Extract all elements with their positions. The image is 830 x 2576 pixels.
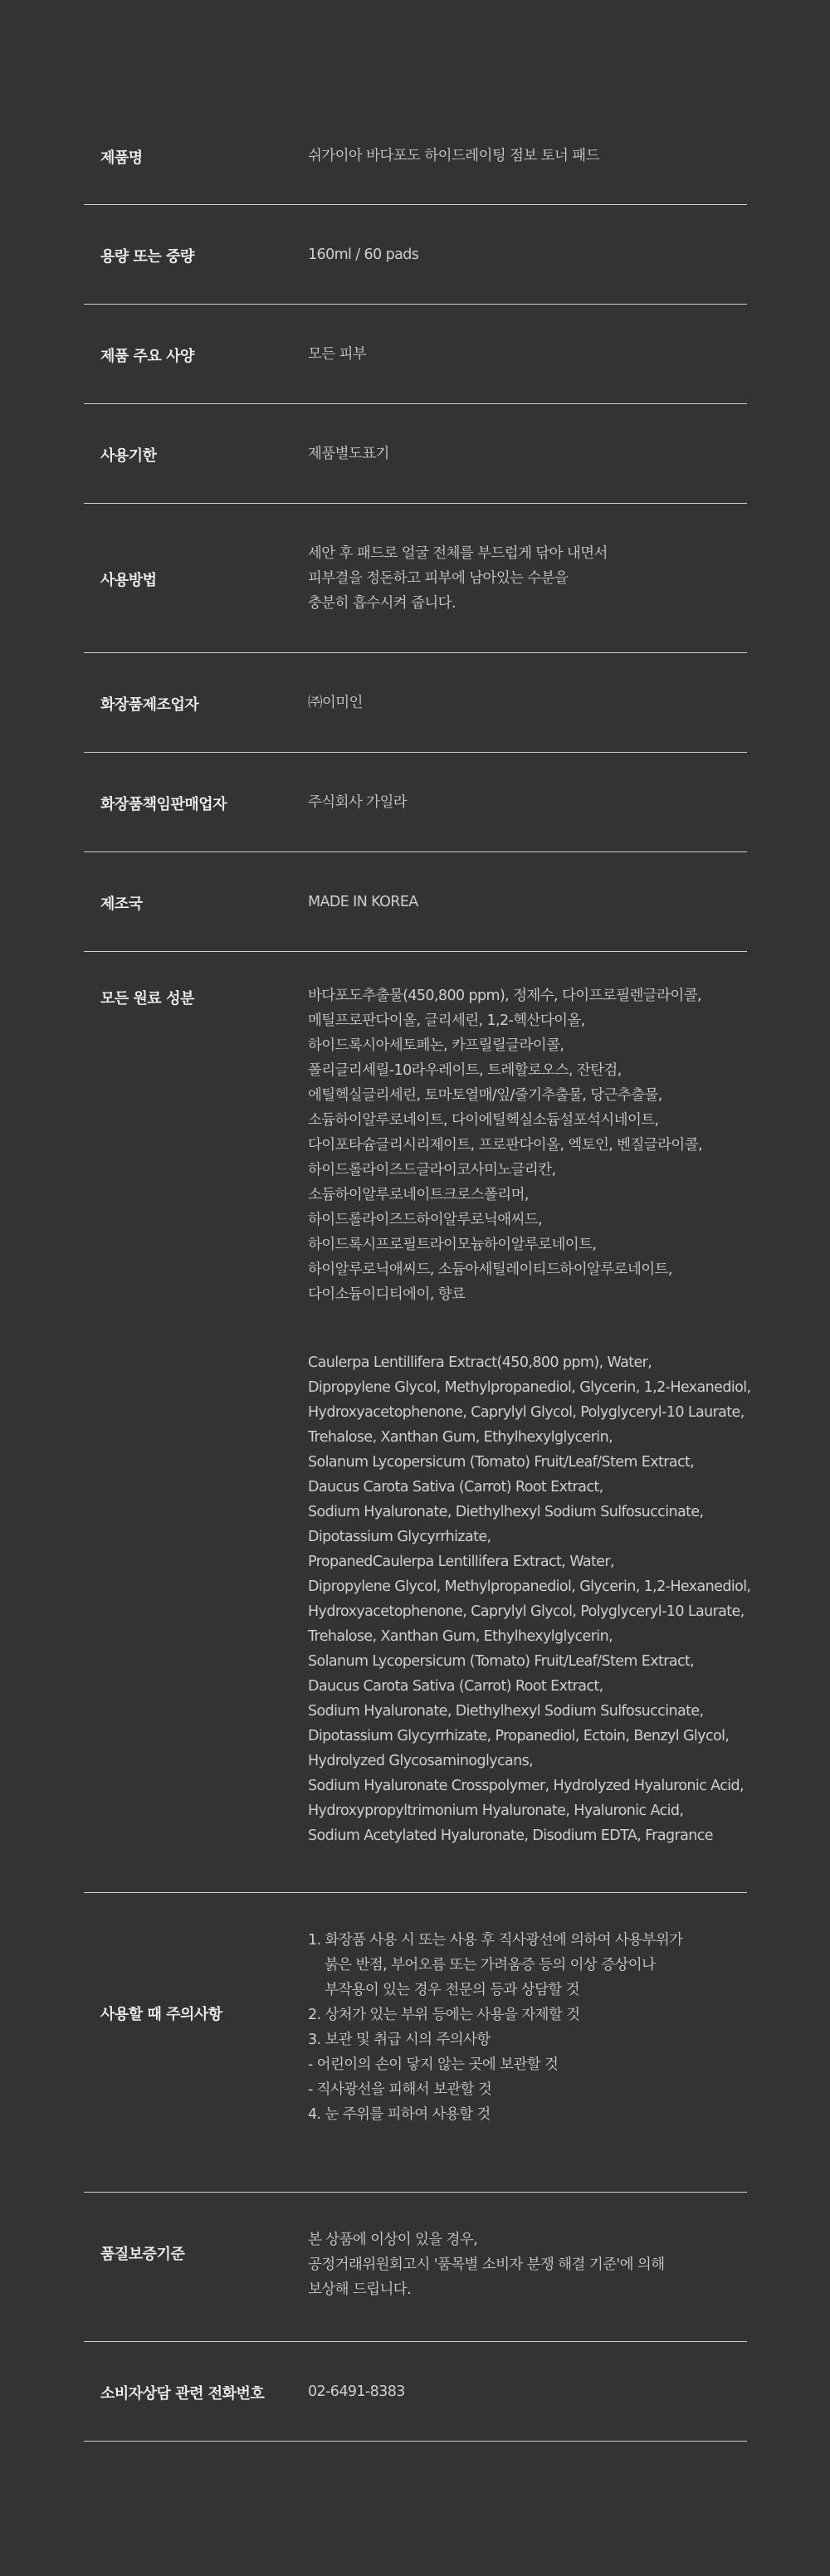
ingredient-line: Caulerpa Lentillifera Extract(450,800 ppm), Water, bbox=[308, 1354, 652, 1371]
ingredient-line: Daucus Carota Sativa (Carrot) Root Extract, bbox=[308, 1678, 603, 1695]
row-expiry bbox=[84, 404, 747, 504]
caution-line: - 어린이의 손이 닿지 않는 곳에 보관할 것 bbox=[308, 2056, 559, 2073]
ingredient-line: Sodium Hyaluronate, Diethylhexyl Sodium Sulfosuccinate, bbox=[308, 1504, 704, 1520]
row-ingredients bbox=[84, 952, 751, 1893]
row-product-name bbox=[84, 103, 747, 205]
ingredient-line: 하이드록시프로필트라이모늄하이알루로네이트, bbox=[308, 1237, 597, 1253]
ingredient-line: 바다포도추출물(450,800 ppm), 정제수, 다이프로필렌글라이콜, bbox=[308, 988, 701, 1004]
ingredient-line: 폴리글리세릴-10라우레이트, 트레할로오스, 잔탄검, bbox=[308, 1062, 622, 1079]
usage-line: 피부결을 정돈하고 피부에 남아있는 수분을 bbox=[308, 570, 569, 587]
row-value: 주식회사 가일라 bbox=[308, 794, 408, 811]
ingredient-line: Dipotassium Glycyrrhizate, bbox=[308, 1529, 491, 1545]
row-label: 용량 또는 중량 bbox=[100, 248, 194, 266]
ingredient-line: Dipropylene Glycol, Methylpropanediol, Glycerin, 1,2-Hexanediol, bbox=[308, 1379, 751, 1396]
row-value bbox=[308, 2227, 756, 2302]
row-value bbox=[308, 541, 756, 616]
row-caution bbox=[84, 1893, 747, 2193]
ingredient-line: Dipropylene Glycol, Methylpropanediol, Glycerin, 1,2-Hexanediol, bbox=[308, 1578, 751, 1595]
caution-line: 3. 보관 및 취급 시의 주의사항 bbox=[308, 2032, 491, 2048]
ingredient-line: PropanedCaulerpa Lentillifera Extract, Water, bbox=[308, 1554, 614, 1570]
row-spec bbox=[84, 305, 747, 404]
ingredient-line: Daucus Carota Sativa (Carrot) Root Extract, bbox=[308, 1479, 603, 1495]
row-quality bbox=[84, 2193, 747, 2342]
ingredient-line: 하이드롤라이즈드하이알루로닉애씨드, bbox=[308, 1212, 543, 1228]
row-usage bbox=[84, 504, 747, 653]
ingredient-line: 소듐하이알루로네이트크로스폴리머, bbox=[308, 1187, 529, 1203]
ingredient-line: Sodium Acetylated Hyaluronate, Disodium EDTA, Fragrance bbox=[308, 1827, 713, 1844]
ingredient-line: Hydrolyzed Glycosaminoglycans, bbox=[308, 1753, 534, 1769]
row-label: 모든 원료 성분 bbox=[100, 990, 194, 1007]
ingredient-line: 메틸프로판다이올, 글리세린, 1,2-헥산다이올, bbox=[308, 1012, 585, 1029]
row-value: 160ml / 60 pads bbox=[308, 246, 419, 263]
caution-line: - 직사광선을 피해서 보관할 것 bbox=[308, 2081, 492, 2098]
ingredient-line: 하이알루로닉애씨드, 소듐아세틸레이티드하이알루로네이트, bbox=[308, 1261, 672, 1278]
row-label: 제조국 bbox=[100, 895, 143, 913]
row-label: 화장품책임판매업자 bbox=[100, 796, 227, 813]
ingredient-line: Trehalose, Xanthan Gum, Ethylhexylglycerin, bbox=[308, 1628, 613, 1645]
row-origin bbox=[84, 852, 747, 952]
row-label: 제품명 bbox=[100, 149, 143, 167]
ingredient-line: Hydroxyacetophenone, Caprylyl Glycol, Polyglyceryl-10 Laurate, bbox=[308, 1404, 745, 1421]
row-label: 소비자상담 관련 전화번호 bbox=[100, 2385, 265, 2403]
row-label: 제품 주요 사양 bbox=[100, 348, 194, 365]
ingredient-line: Dipotassium Glycyrrhizate, Propanediol, Ectoin, Benzyl Glycol, bbox=[308, 1728, 730, 1744]
ingredient-line: 에틸헥실글리세린, 토마토열매/잎/줄기추출물, 당근추출물, bbox=[308, 1087, 662, 1104]
ingredient-line: 소듐하이알루로네이트, 다이에틸헥실소듐설포석시네이트, bbox=[308, 1112, 659, 1129]
caution-line: 2. 상처가 있는 부위 등에는 사용을 자제할 것 bbox=[308, 2007, 580, 2023]
ingredient-line: Trehalose, Xanthan Gum, Ethylhexylglycerin, bbox=[308, 1429, 613, 1446]
row-label: 화장품제조업자 bbox=[100, 696, 199, 714]
row-value: 쉬가이아 바다포도 하이드레이팅 점보 토너 패드 bbox=[308, 148, 599, 164]
ingredient-line: Solanum Lycopersicum (Tomato) Fruit/Leaf/Stem Extract, bbox=[308, 1653, 695, 1670]
ingredients-korean bbox=[308, 983, 756, 1307]
caution-line: 4. 눈 주위를 피하여 사용할 것 bbox=[308, 2106, 491, 2123]
ingredient-line: 하이드롤라이즈드글라이코사미노글리칸, bbox=[308, 1162, 556, 1178]
usage-line: 충분히 흡수시켜 줍니다. bbox=[308, 595, 456, 612]
row-value: MADE IN KOREA bbox=[308, 894, 418, 910]
caution-line: 붉은 반점, 부어오름 또는 가려움증 등의 이상 증상이나 bbox=[325, 1957, 656, 1973]
caution-line: 1. 화장품 사용 시 또는 사용 후 직사광선에 의하여 사용부위가 bbox=[308, 1932, 683, 1949]
row-manufacturer bbox=[84, 653, 747, 753]
quality-line: 보상해 드립니다. bbox=[308, 2281, 412, 2298]
ingredient-line: Sodium Hyaluronate Crosspolymer, Hydrolyzed Hyaluronic Acid, bbox=[308, 1778, 744, 1794]
row-value: 02-6491-8383 bbox=[308, 2383, 405, 2400]
row-contact bbox=[84, 2342, 747, 2442]
row-value: 모든 피부 bbox=[308, 346, 367, 363]
usage-line: 세안 후 패드로 얼굴 전체를 부드럽게 닦아 내면서 bbox=[308, 545, 608, 562]
quality-line: 본 상품에 이상이 있을 경우, bbox=[308, 2232, 478, 2248]
row-volume bbox=[84, 205, 747, 305]
ingredients-english bbox=[308, 1350, 756, 1848]
quality-line: 공정거래위원회고시 '품목별 소비자 분쟁 해결 기준'에 의해 bbox=[308, 2256, 665, 2273]
row-label: 사용방법 bbox=[100, 572, 157, 589]
ingredient-line: 다이소듐이디티에이, 향료 bbox=[308, 1286, 466, 1303]
ingredient-line: 하이드록시아세토페논, 카프릴릴글라이콜, bbox=[308, 1037, 564, 1054]
row-label: 사용할 때 주의사항 bbox=[100, 2006, 222, 2023]
row-seller bbox=[84, 753, 747, 852]
row-label: 품질보증기준 bbox=[100, 2246, 185, 2263]
ingredient-line: 다이포타슘글리시리제이트, 프로판다이올, 엑토인, 벤질글라이콜, bbox=[308, 1137, 702, 1154]
row-value bbox=[308, 1928, 756, 2127]
row-value: 제품별도표기 bbox=[308, 446, 389, 462]
ingredient-line: Solanum Lycopersicum (Tomato) Fruit/Leaf/Stem Extract, bbox=[308, 1454, 695, 1471]
caution-line: 부작용이 있는 경우 전문의 등과 상담할 것 bbox=[325, 1982, 579, 1998]
ingredient-line: Hydroxypropyltrimonium Hyaluronate, Hyaluronic Acid, bbox=[308, 1803, 684, 1819]
ingredient-line: Hydroxyacetophenone, Caprylyl Glycol, Polyglyceryl-10 Laurate, bbox=[308, 1603, 745, 1620]
row-value: ㈜이미인 bbox=[308, 695, 363, 711]
row-label: 사용기한 bbox=[100, 447, 157, 465]
ingredient-line: Sodium Hyaluronate, Diethylhexyl Sodium Sulfosuccinate, bbox=[308, 1703, 704, 1720]
